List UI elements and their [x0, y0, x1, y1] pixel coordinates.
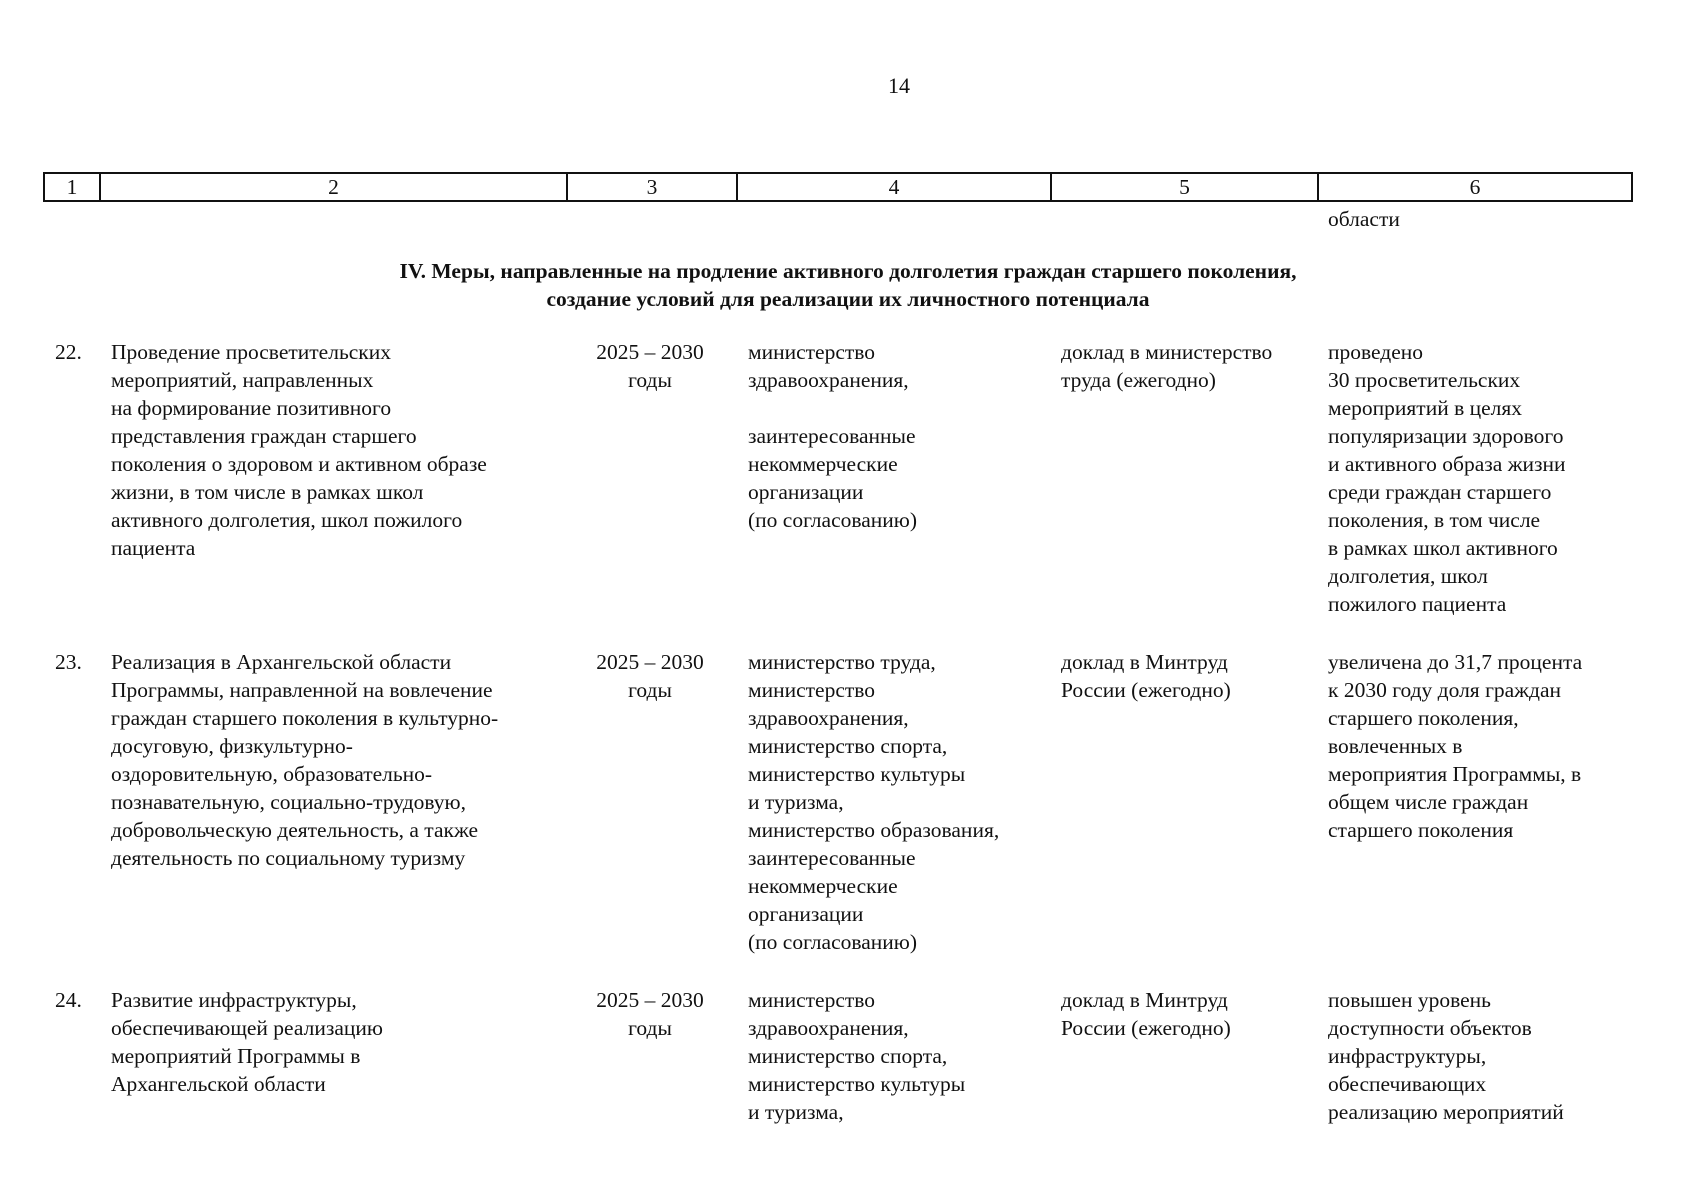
text-line: активного долголетия, школ пожилого — [111, 508, 463, 532]
text-line: доклад в Минтруд — [1061, 650, 1228, 674]
text-line: заинтересованные — [748, 424, 916, 448]
column-header-3: 3 — [567, 173, 737, 201]
text-line: обеспечивающих — [1328, 1072, 1487, 1096]
text-line: поколения, в том числе — [1328, 508, 1541, 532]
section-title-line: IV. Меры, направленные на продление активного долголетия граждан старшего поколения, — [399, 259, 1297, 283]
text-line: России (ежегодно) — [1061, 678, 1231, 702]
text-line: мероприятий, направленных — [111, 368, 374, 392]
column-header-4: 4 — [737, 173, 1051, 201]
text-line: оздоровительную, образовательно- — [111, 762, 433, 786]
measure-name — [111, 338, 487, 562]
text-line: министерство спорта, — [748, 734, 948, 758]
page-number: 14 — [888, 73, 910, 98]
row-number: 22. — [55, 340, 82, 364]
implementation-term — [580, 986, 720, 1042]
text-line: организации — [748, 480, 864, 504]
text-line: вовлеченных в — [1328, 734, 1463, 758]
text-line: некоммерческие — [748, 452, 898, 476]
text-line: годы — [628, 368, 672, 392]
text-line: здравоохранения, — [748, 706, 909, 730]
text-line: пациента — [111, 536, 196, 560]
text-line: министерство культуры — [748, 1072, 966, 1096]
text-line: министерство — [748, 340, 876, 364]
text-line: повышен уровень — [1328, 988, 1491, 1012]
report-form — [1061, 648, 1231, 704]
responsible-executors — [748, 986, 965, 1126]
text-line: пожилого пациента — [1328, 592, 1507, 616]
column-header-1: 1 — [44, 173, 100, 201]
text-line: 30 просветительских — [1328, 368, 1521, 392]
text-line: заинтересованные — [748, 846, 916, 870]
text-line: (по согласованию) — [748, 930, 918, 954]
section-title-line: создание условий для реализации их личностного потенциала — [546, 287, 1150, 311]
text-line: мероприятий Программы в — [111, 1044, 361, 1068]
carryover-text: области — [1328, 207, 1400, 231]
text-line: познавательную, социально-трудовую, — [111, 790, 466, 814]
text-line: министерство — [748, 678, 876, 702]
text-line: и туризма, — [748, 790, 844, 814]
text-line: здравоохранения, — [748, 1016, 909, 1040]
text-line: обеспечивающей реализацию — [111, 1016, 383, 1040]
text-line: деятельность по социальному туризму — [111, 846, 466, 870]
text-line: Проведение просветительских — [111, 340, 391, 364]
text-line: мероприятий в целях — [1328, 396, 1523, 420]
text-line: годы — [628, 678, 672, 702]
text-line: министерство культуры — [748, 762, 966, 786]
implementation-term — [580, 648, 720, 704]
column-header-6: 6 — [1318, 173, 1632, 201]
text-line: к 2030 году доля граждан — [1328, 678, 1562, 702]
text-line: старшего поколения, — [1328, 706, 1519, 730]
text-line: мероприятия Программы, в — [1328, 762, 1582, 786]
text-line: среди граждан старшего — [1328, 480, 1552, 504]
measure-name — [111, 986, 383, 1098]
text-line: 2025 – 2030 — [596, 340, 704, 364]
text-line: в рамках школ активного — [1328, 536, 1558, 560]
text-line: долголетия, школ — [1328, 564, 1488, 588]
text-line: некоммерческие — [748, 874, 898, 898]
text-line: (по согласованию) — [748, 508, 918, 532]
text-line: Реализация в Архангельской области — [111, 650, 452, 674]
report-form — [1061, 986, 1231, 1042]
text-line: добровольческую деятельность, а также — [111, 818, 479, 842]
column-number-header — [43, 172, 1633, 202]
text-line: Программы, направленной на вовлечение — [111, 678, 493, 702]
text-line: и туризма, — [748, 1100, 844, 1124]
text-line: увеличена до 31,7 процента — [1328, 650, 1583, 674]
responsible-executors — [748, 648, 999, 956]
text-line: министерство образования, — [748, 818, 1000, 842]
text-line: 2025 – 2030 — [596, 988, 704, 1012]
text-line: доклад в Минтруд — [1061, 988, 1228, 1012]
row-number: 24. — [55, 988, 82, 1012]
text-line: годы — [628, 1016, 672, 1040]
text-line: и активного образа жизни — [1328, 452, 1566, 476]
text-line: Архангельской области — [111, 1072, 326, 1096]
implementation-term — [580, 338, 720, 394]
text-line: Развитие инфраструктуры, — [111, 988, 357, 1012]
text-line: жизни, в том числе в рамках школ — [111, 480, 424, 504]
text-line: доступности объектов — [1328, 1016, 1532, 1040]
text-line: на формирование позитивного — [111, 396, 392, 420]
text-line: проведено — [1328, 340, 1424, 364]
text-line: министерство спорта, — [748, 1044, 948, 1068]
expected-result — [1328, 986, 1564, 1126]
expected-result — [1328, 648, 1582, 844]
text-line: министерство труда, — [748, 650, 936, 674]
text-line: труда (ежегодно) — [1061, 368, 1216, 392]
row-number: 23. — [55, 650, 82, 674]
text-line: 2025 – 2030 — [596, 650, 704, 674]
text-line: популяризации здорового — [1328, 424, 1564, 448]
text-line: здравоохранения, — [748, 368, 909, 392]
text-line: министерство — [748, 988, 876, 1012]
text-line — [748, 394, 917, 422]
text-line: досуговую, физкультурно- — [111, 734, 353, 758]
text-line: организации — [748, 902, 864, 926]
text-line: общем числе граждан — [1328, 790, 1529, 814]
text-line: граждан старшего поколения в культурно- — [111, 706, 499, 730]
text-line: доклад в министерство — [1061, 340, 1273, 364]
column-header-5: 5 — [1051, 173, 1318, 201]
measure-name — [111, 648, 498, 872]
text-line: России (ежегодно) — [1061, 1016, 1231, 1040]
text-line: инфраструктуры, — [1328, 1044, 1487, 1068]
section-title — [0, 257, 1696, 313]
expected-result — [1328, 338, 1566, 618]
responsible-executors — [748, 338, 917, 534]
text-line: старшего поколения — [1328, 818, 1514, 842]
text-line: поколения о здоровом и активном образе — [111, 452, 487, 476]
text-line: представления граждан старшего — [111, 424, 417, 448]
report-form — [1061, 338, 1272, 394]
text-line: реализацию мероприятий — [1328, 1100, 1564, 1124]
column-header-2: 2 — [100, 173, 567, 201]
